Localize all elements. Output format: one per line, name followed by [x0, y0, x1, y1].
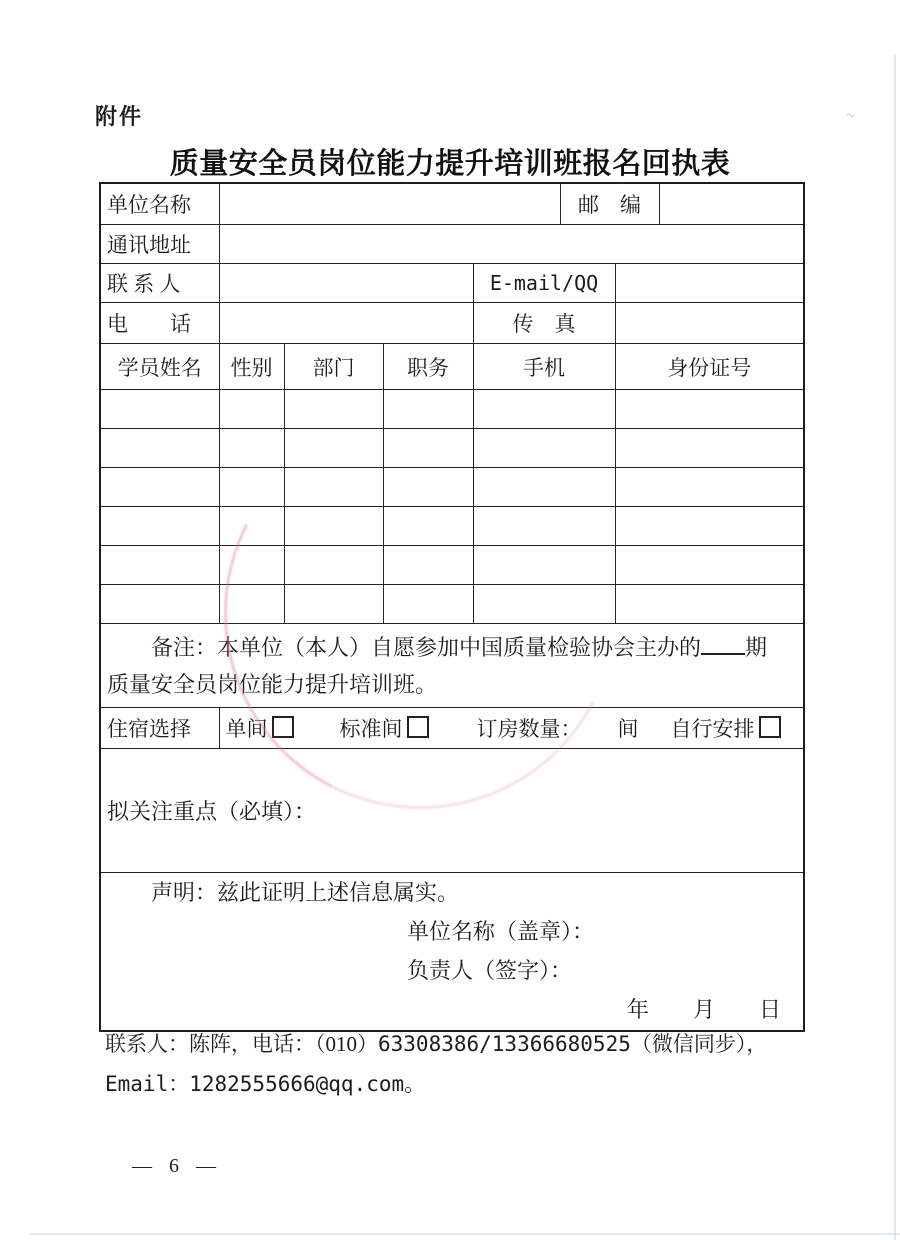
trainee-cell[interactable] — [383, 390, 473, 429]
remark-line2: 质量安全员岗位能力提升培训班。 — [107, 671, 438, 697]
trainee-cell[interactable] — [284, 585, 383, 624]
accommodation-options-cell — [219, 708, 804, 749]
header-department: 部门 — [284, 344, 383, 390]
trainee-cell[interactable] — [615, 390, 804, 429]
address-input-cell[interactable] — [219, 225, 804, 264]
trainee-header-row — [100, 344, 804, 390]
contact-suffix: （微信同步）， — [630, 1032, 768, 1056]
trainee-cell[interactable] — [473, 390, 615, 429]
registration-form-table — [99, 182, 805, 1032]
email-qq-label: E-mail/QQ — [473, 264, 615, 303]
unit-name-label: 单位名称 — [100, 183, 219, 225]
remark-line1 — [107, 629, 797, 666]
focus-label: 拟关注重点（必填）： — [107, 799, 317, 824]
trainee-cell[interactable] — [100, 429, 219, 468]
declaration-row — [100, 873, 804, 1032]
trainee-cell[interactable] — [100, 546, 219, 585]
postcode-input-cell[interactable] — [659, 183, 804, 225]
self-arrange-checkbox[interactable] — [759, 716, 781, 738]
trainee-row — [100, 468, 804, 507]
trainee-cell[interactable] — [473, 585, 615, 624]
page-number: — 6 — — [132, 1155, 222, 1177]
declaration-cell — [100, 873, 804, 1032]
contact-person-label: 联 系 人 — [100, 264, 219, 303]
address-label: 通讯地址 — [100, 225, 219, 264]
scan-artifact-mark: ~ — [844, 107, 856, 125]
scan-edge-right — [894, 55, 896, 1240]
trainee-cell[interactable] — [284, 468, 383, 507]
attachment-label: 附件 — [95, 104, 144, 129]
trainee-cell[interactable] — [383, 429, 473, 468]
contact-phone: 63308386/13366680525 — [378, 1032, 631, 1056]
accommodation-row — [100, 708, 804, 749]
trainee-cell[interactable] — [615, 507, 804, 546]
room-unit-label: 间 — [617, 717, 639, 741]
trainee-cell[interactable] — [383, 507, 473, 546]
fax-label: 传 真 — [473, 303, 615, 344]
row-address — [100, 225, 804, 264]
trainee-cell[interactable] — [219, 507, 284, 546]
focus-row — [100, 749, 804, 873]
trainee-cell[interactable] — [100, 468, 219, 507]
booking-qty-label: 订房数量： — [476, 717, 582, 741]
trainee-cell[interactable] — [615, 429, 804, 468]
standard-room-checkbox[interactable] — [407, 716, 429, 738]
date-line: 年 月 日 — [627, 996, 782, 1022]
trainee-cell[interactable] — [284, 390, 383, 429]
trainee-cell[interactable] — [615, 468, 804, 507]
trainee-cell[interactable] — [219, 468, 284, 507]
footer-email-line: Email：1282555666@qq.com。 — [105, 1072, 426, 1096]
trainee-cell[interactable] — [473, 507, 615, 546]
standard-room-label: 标准间 — [339, 717, 403, 741]
single-room-checkbox[interactable] — [272, 716, 294, 738]
accommodation-label: 住宿选择 — [100, 708, 219, 749]
trainee-cell[interactable] — [615, 546, 804, 585]
trainee-row — [100, 546, 804, 585]
header-position: 职务 — [383, 344, 473, 390]
trainee-cell[interactable] — [473, 429, 615, 468]
phone-input-cell[interactable] — [219, 303, 473, 344]
scan-edge-bottom — [30, 1233, 900, 1235]
unit-name-input-cell[interactable] — [219, 183, 560, 225]
form-title: 质量安全员岗位能力提升培训班报名回执表 — [169, 148, 731, 180]
remark-text-prefix: 备注：本单位（本人）自愿参加中国质量检验协会主办的 — [151, 634, 702, 660]
trainee-row — [100, 507, 804, 546]
remark-session-blank[interactable] — [701, 631, 745, 655]
header-trainee-name: 学员姓名 — [100, 344, 219, 390]
trainee-cell[interactable] — [615, 585, 804, 624]
trainee-cell[interactable] — [219, 429, 284, 468]
phone-label: 电 话 — [100, 303, 219, 344]
trainee-cell[interactable] — [100, 585, 219, 624]
fax-input-cell[interactable] — [615, 303, 804, 344]
remark-row — [100, 624, 804, 708]
unit-seal-label: 单位名称（盖章）： — [407, 918, 595, 944]
trainee-cell[interactable] — [219, 546, 284, 585]
trainee-cell[interactable] — [100, 390, 219, 429]
trainee-cell[interactable] — [100, 507, 219, 546]
email-qq-input-cell[interactable] — [615, 264, 804, 303]
self-arrange-label: 自行安排 — [670, 717, 755, 741]
single-room-label: 单间 — [225, 717, 268, 741]
row-phone-fax — [100, 303, 804, 344]
row-contact-person — [100, 264, 804, 303]
postcode-label: 邮 编 — [560, 183, 659, 225]
trainee-row — [100, 585, 804, 624]
trainee-cell[interactable] — [284, 507, 383, 546]
trainee-cell[interactable] — [473, 468, 615, 507]
focus-cell[interactable] — [100, 749, 804, 873]
trainee-row — [100, 429, 804, 468]
contact-person-input-cell[interactable] — [219, 264, 473, 303]
trainee-cell[interactable] — [284, 546, 383, 585]
trainee-cell[interactable] — [473, 546, 615, 585]
trainee-cell[interactable] — [383, 546, 473, 585]
trainee-cell[interactable] — [284, 429, 383, 468]
row-unit-name — [100, 183, 804, 225]
declaration-statement: 声明：兹此证明上述信息属实。 — [151, 879, 460, 905]
remark-cell — [100, 624, 804, 708]
header-mobile: 手机 — [473, 344, 615, 390]
footer-contact-line — [105, 1028, 767, 1058]
trainee-cell[interactable] — [219, 390, 284, 429]
header-gender: 性别 — [219, 344, 284, 390]
signature-label: 负责人（签字）： — [407, 957, 573, 983]
trainee-cell[interactable] — [219, 585, 284, 624]
trainee-cell[interactable] — [383, 468, 473, 507]
trainee-cell[interactable] — [383, 585, 473, 624]
trainee-row — [100, 390, 804, 429]
contact-prefix: 联系人：陈阵，电话：（010） — [105, 1032, 378, 1056]
header-id-number: 身份证号 — [615, 344, 804, 390]
remark-text-suffix: 期 — [745, 634, 768, 660]
